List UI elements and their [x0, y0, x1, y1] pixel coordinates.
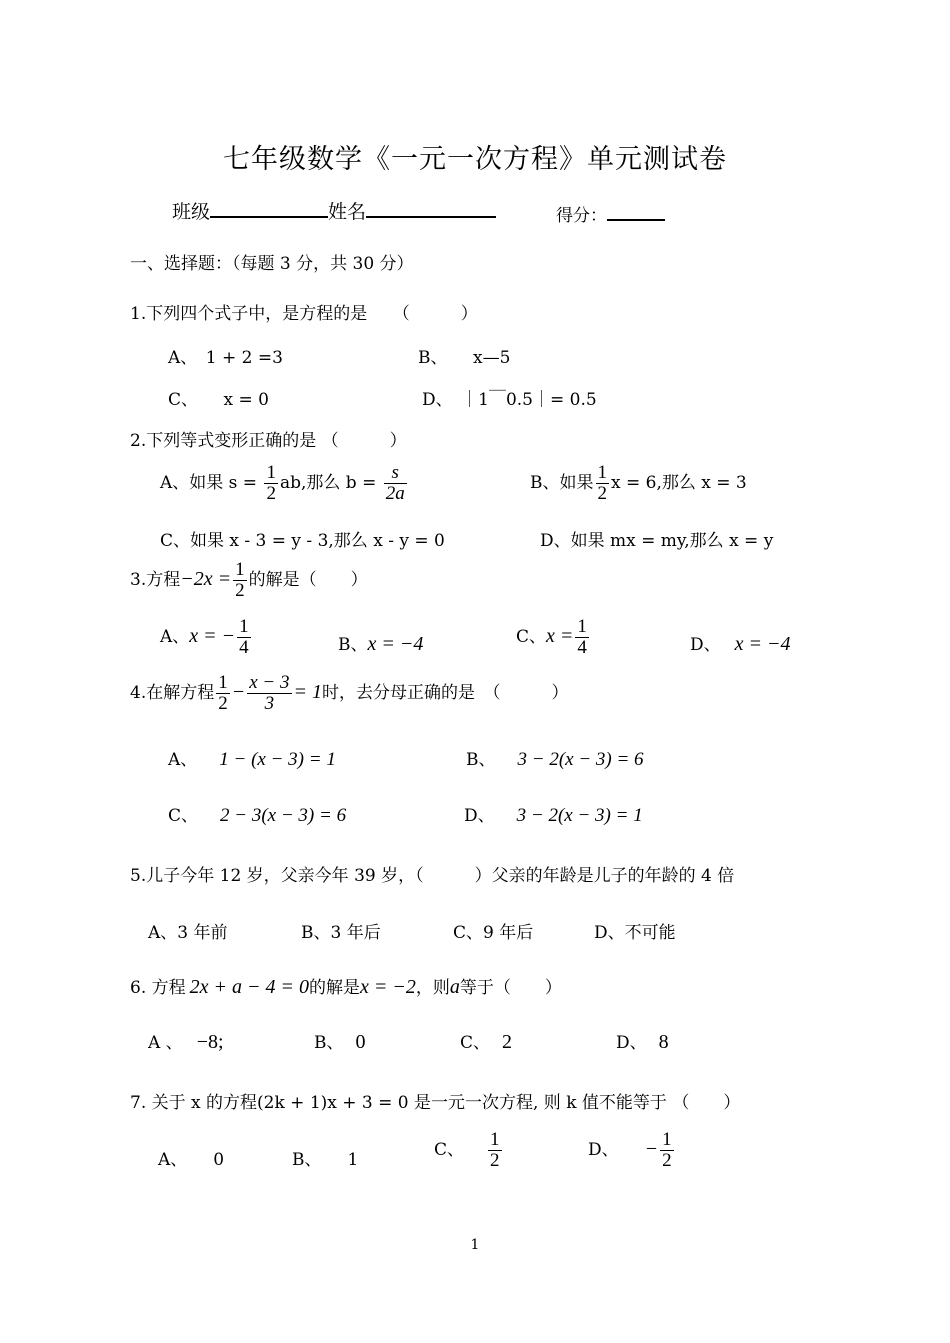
score-label: 得分：: [556, 206, 607, 226]
option-label: D、: [464, 806, 495, 826]
question-5-option-a: A、3 年前: [148, 923, 228, 943]
stem-text: 3.方程: [130, 569, 181, 590]
question-5-option-d: D、不可能: [594, 923, 676, 943]
stem-post: 等于（ ）: [459, 978, 562, 998]
option-a-text: A、如果 s =: [160, 472, 263, 493]
question-4-option-b: [466, 745, 644, 771]
score-field: [556, 201, 665, 226]
variable: a: [449, 976, 460, 998]
fraction: $\frac{s}{2a}$: [385, 462, 405, 504]
fraction: $\frac{1}{2}$: [218, 672, 228, 714]
equation: 3 − 2(x − 3) = 1: [516, 805, 643, 826]
question-1-option-a: A、 1 + 2 =3: [168, 348, 283, 368]
equation: −2x =: [180, 567, 232, 590]
option-label: A、: [158, 1150, 188, 1170]
equation: x = −4: [734, 633, 791, 655]
question-2-option-a: [160, 463, 409, 504]
stem-post: 的解是（ ）: [248, 569, 368, 590]
question-7-stem: 7. 关于 x 的方程(2k + 1)x + 3 = 0 是一元一次方程, 则 k 值不能等于 （ ）: [130, 1093, 741, 1113]
option-value: 2: [502, 1031, 513, 1053]
question-2-option-b: [530, 463, 747, 504]
question-2-option-d: D、如果 mx = my,那么 x = y: [540, 531, 774, 551]
option-label: A、: [168, 750, 198, 770]
name-blank: [366, 212, 496, 218]
equation: x = −4: [367, 633, 424, 655]
fraction: $\frac{1}{2}$: [490, 1129, 500, 1171]
question-1-option-d: D、 ｜1￣0.5｜= 0.5: [422, 390, 597, 410]
option-label: D、: [690, 635, 721, 655]
score-blank: [607, 215, 665, 221]
question-7-option-c: [434, 1130, 504, 1171]
option-label: B、: [338, 635, 368, 655]
equation: = 1: [293, 680, 322, 703]
option-b-text: B、如果: [530, 472, 594, 493]
option-label: B、: [466, 750, 496, 770]
class-field: [172, 197, 496, 224]
option-label: B、: [292, 1150, 322, 1170]
option-value: 0: [213, 1150, 225, 1170]
page-title: 七年级数学《一元一次方程》单元测试卷: [223, 144, 727, 175]
option-b-post: x = 6,那么 x = 3: [611, 472, 747, 493]
equation: 2 − 3(x − 3) = 6: [220, 805, 347, 826]
fraction: $\frac{x - 3}{3}$: [249, 672, 290, 714]
stem-mid: 的解是: [309, 978, 360, 998]
question-6-option-d: [616, 1028, 669, 1054]
question-5-option-b: B、3 年后: [301, 923, 381, 943]
fraction: $\frac{1}{2}$: [235, 559, 245, 601]
option-value: 8: [658, 1031, 669, 1053]
question-5-option-c: C、9 年后: [453, 923, 534, 943]
equation: x =: [546, 624, 574, 647]
class-label: 班级: [172, 201, 211, 223]
question-1-stem: 1.下列四个式子中，是方程的是 （ ）: [130, 304, 478, 324]
stem-post: 时，去分母正确的是 （ ）: [322, 682, 569, 703]
stem-then: ，则: [415, 978, 450, 998]
question-6-stem: [130, 973, 562, 999]
equation: 1 − (x − 3) = 1: [219, 749, 336, 770]
question-4-option-a: [168, 745, 336, 771]
question-5-stem: 5.儿子今年 12 岁，父亲今年 39 岁，（ ）父亲的年龄是儿子的年龄的 4 倍: [130, 866, 735, 886]
question-3-option-d: [690, 630, 791, 656]
question-7-option-a: [158, 1145, 224, 1170]
question-4-option-c: [168, 801, 346, 827]
fraction: $\frac{1}{4}$: [239, 616, 249, 658]
stem-text: 6. 方程: [130, 978, 186, 998]
solution: x = −2: [360, 976, 416, 998]
option-label: A、: [160, 626, 190, 647]
option-label: C、: [168, 806, 199, 826]
option-label: C、: [434, 1139, 465, 1160]
option-value: 1: [347, 1150, 359, 1170]
option-label: D、: [616, 1033, 647, 1053]
question-4-stem: [130, 673, 569, 714]
page-number: 1: [470, 1237, 480, 1253]
stem-text: 4.在解方程: [130, 682, 215, 703]
question-1-option-b: B、 x—5: [418, 348, 511, 368]
question-6-option-a: [148, 1028, 224, 1054]
question-3-stem: [130, 560, 368, 601]
question-2-option-c: C、如果 x - 3 = y - 3,那么 x - y = 0: [160, 531, 445, 551]
option-value: −8;: [196, 1031, 224, 1053]
option-label: D、: [588, 1139, 619, 1160]
equation: x = −: [189, 624, 236, 647]
question-6-option-b: [314, 1028, 366, 1054]
minus-sign: −: [231, 680, 246, 703]
question-6-option-c: [460, 1028, 512, 1054]
name-label: 姓名: [328, 201, 367, 223]
fraction: $\frac{1}{2}$: [662, 1129, 672, 1171]
section-heading: 一、选择题：（每题 3 分，共 30 分）: [130, 254, 414, 274]
question-3-option-c: [516, 617, 591, 658]
question-4-option-d: [464, 801, 643, 827]
fraction: $\frac{1}{2}$: [597, 462, 607, 504]
option-label: A 、: [148, 1033, 183, 1053]
option-value: 0: [355, 1031, 366, 1053]
question-1-option-c: C、 x = 0: [168, 390, 269, 410]
minus-sign: −: [644, 1137, 659, 1160]
question-7-option-b: [292, 1145, 358, 1170]
equation: 3 − 2(x − 3) = 6: [517, 749, 644, 770]
question-7-option-d: [588, 1130, 676, 1171]
question-3-option-a: [160, 617, 253, 658]
question-2-stem: 2.下列等式变形正确的是 （ ）: [130, 431, 407, 451]
class-blank: [210, 212, 328, 218]
option-label: B、: [314, 1033, 344, 1053]
option-label: C、: [460, 1033, 491, 1053]
option-label: C、: [516, 626, 547, 647]
equation: 2x + a − 4 = 0: [189, 976, 309, 998]
option-a-mid: ab,那么 b =: [279, 472, 382, 493]
fraction: $\frac{1}{2}$: [266, 462, 276, 504]
question-3-option-b: [338, 630, 423, 656]
fraction: $\frac{1}{4}$: [577, 616, 587, 658]
